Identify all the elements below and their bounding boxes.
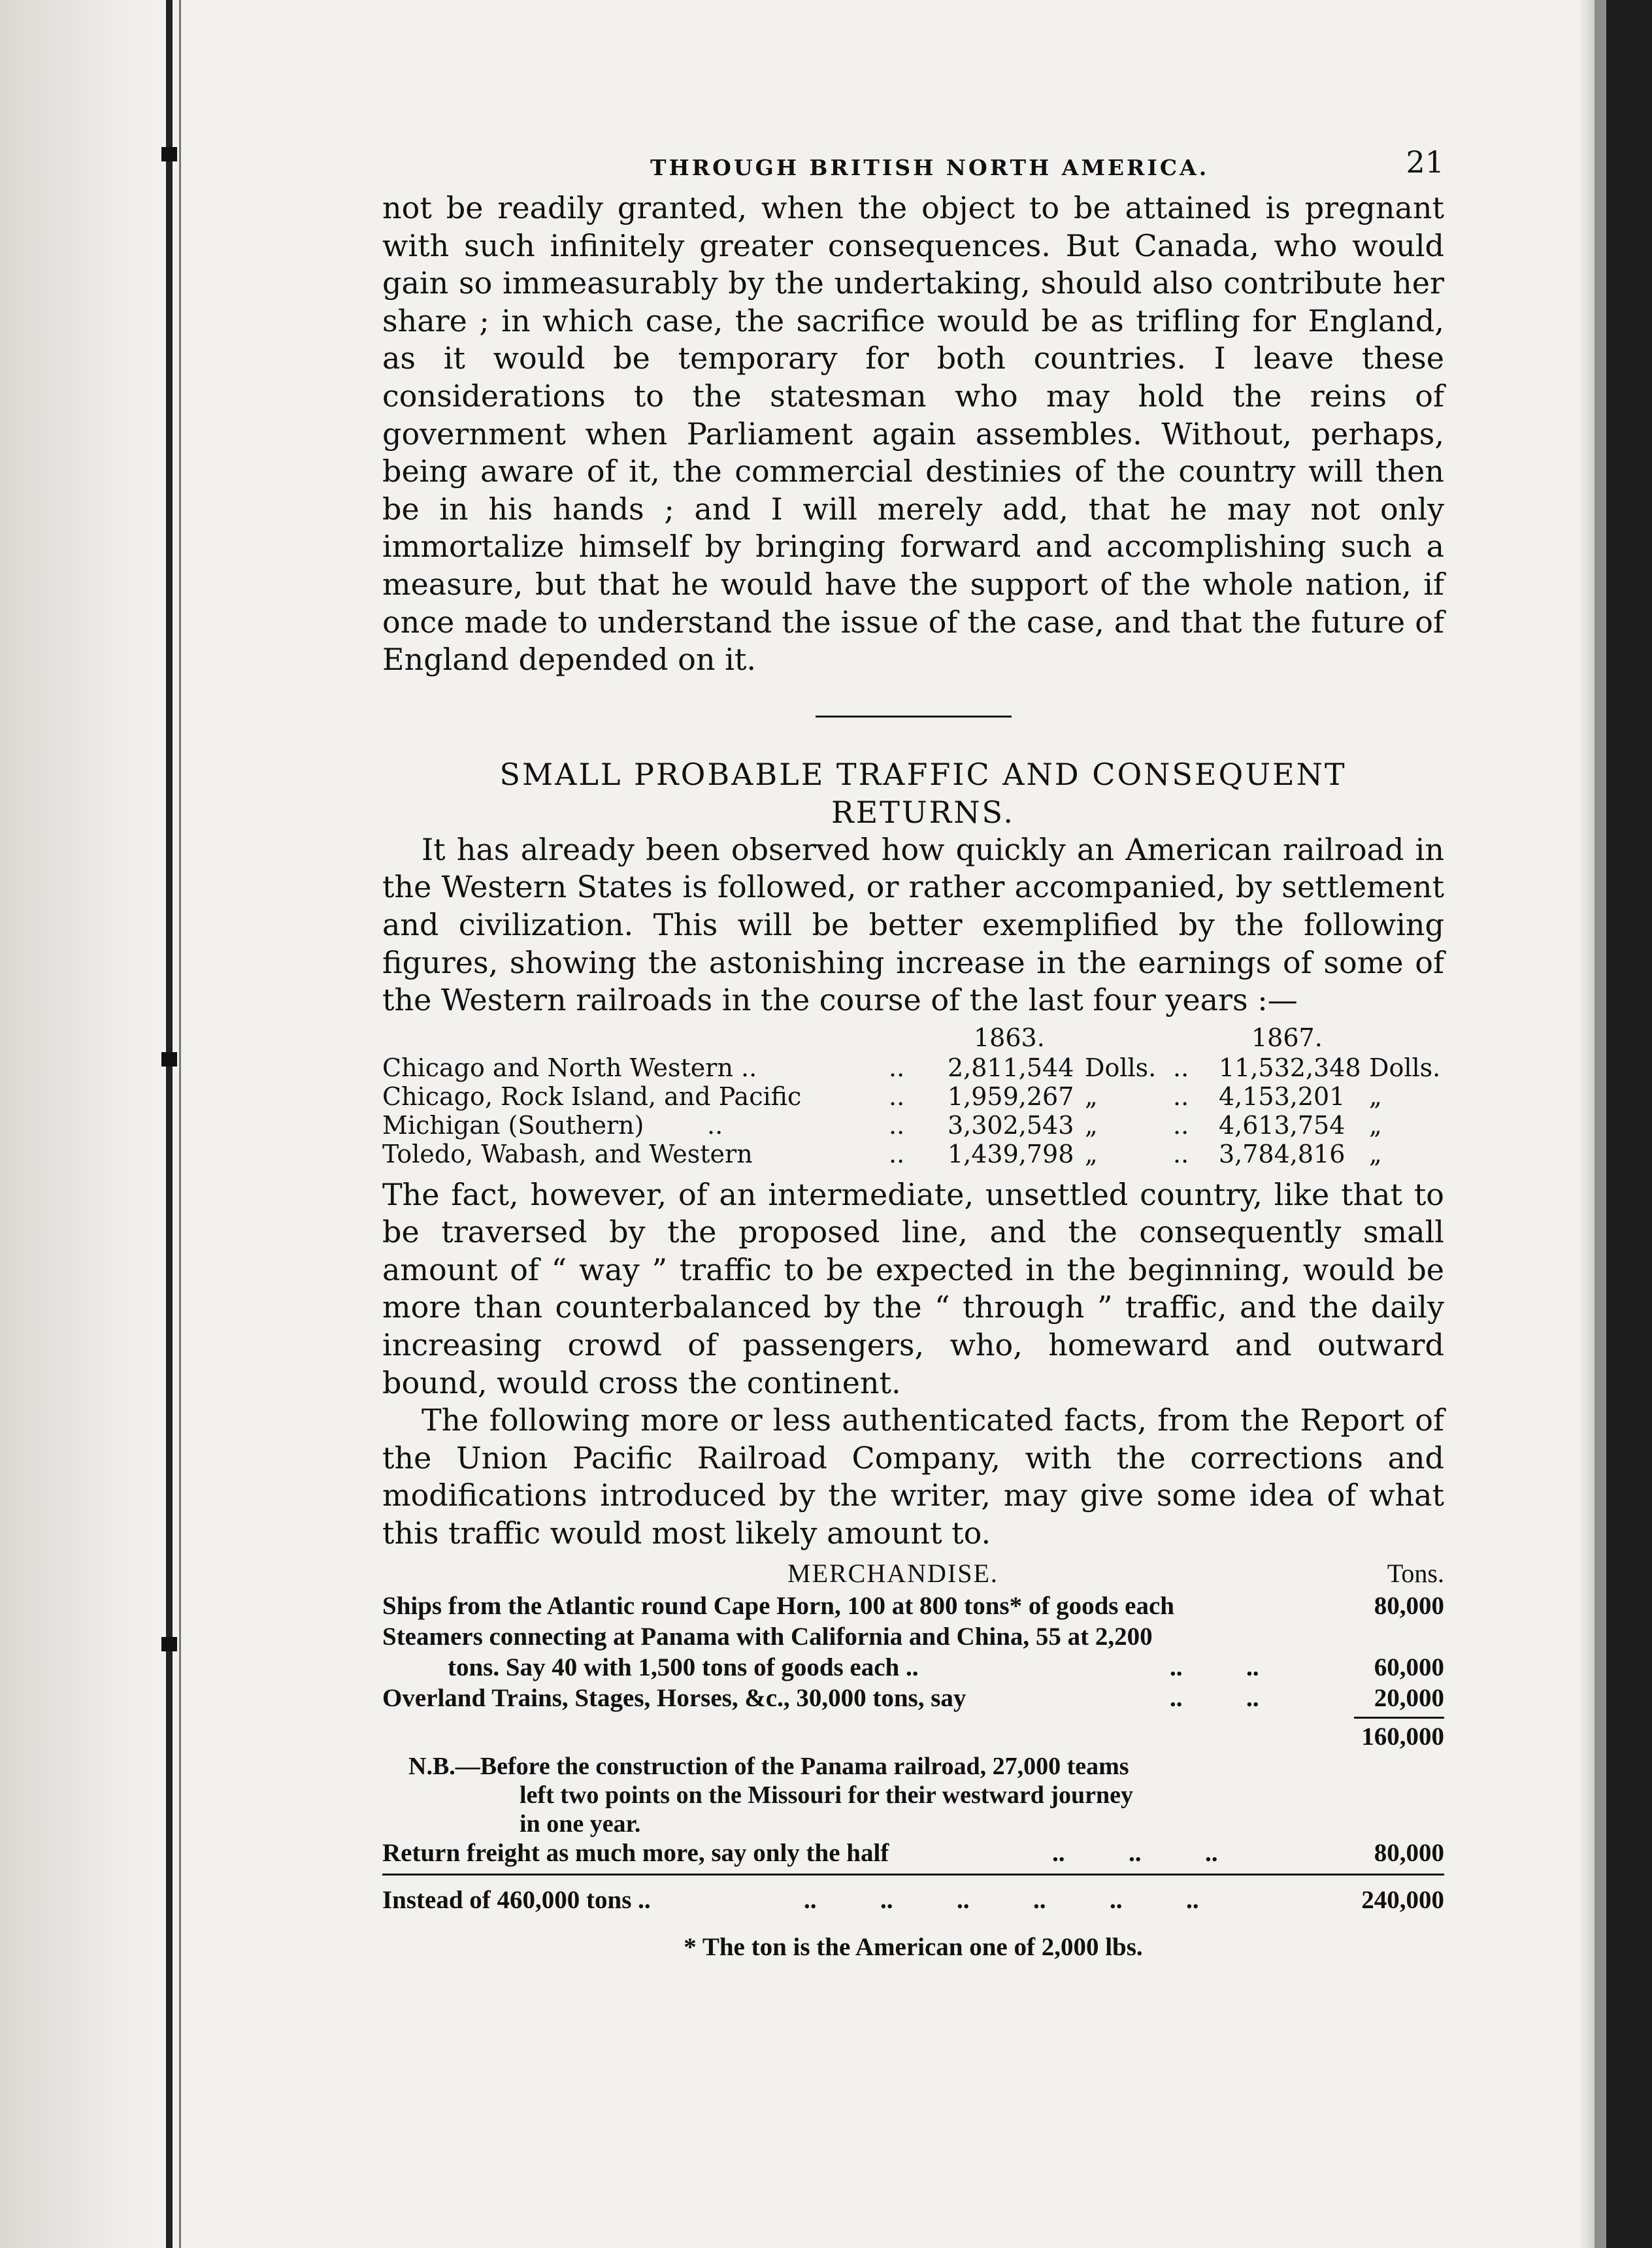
total-value: 240,000 [1361, 1885, 1444, 1914]
earnings-1867: 11,532,348 [1219, 1053, 1361, 1082]
binding-mark [161, 1637, 177, 1651]
section-paragraph-3: The following more or less authenticated facts, from the Report of the Union Pacific Railroad Company, with the corrections and modifications introduced by the writer, may give some idea of what this traffic would most likely amount to. [382, 1402, 1444, 1551]
total-label: Instead of 460,000 tons .. [382, 1885, 651, 1914]
unit-1863: „ [1085, 1082, 1098, 1111]
section-heading-line1: SMALL PROBABLE TRAFFIC AND CONSEQUENT [499, 756, 1347, 792]
section-paragraph-1: It has already been observed how quickly an American railroad in the Western States is followed, or rather accompanied, by settlement and civilization. This will be better exemplified by the following figures, showing the astonishing increase in the earnings of some of the Western railroads in the course of the last four years :— [382, 831, 1444, 1018]
leader-dots: .. [1173, 1053, 1189, 1082]
merchandise-item: Steamers connecting at Panama with California and China, 55 at 2,200 [382, 1622, 1153, 1651]
scan-right-edge [1594, 0, 1606, 2248]
return-freight-value: 80,000 [1374, 1838, 1444, 1867]
binding-gutter-shadow [179, 0, 181, 2248]
merchandise-label: MERCHANDISE. [787, 1558, 999, 1588]
merchandise-header [382, 1558, 1444, 1591]
leader-dots: .. .. [1170, 1653, 1259, 1681]
return-freight-label: Return freight as much more, say only the half [382, 1838, 889, 1867]
section-paragraph-2: The fact, however, of an intermediate, unsettled country, like that to be traversed by the proposed line, and the consequently small amount of “ way ” traffic to be expected in the beginning, would be more than counterbalanced by the “ through ” traffic, and the daily increasing crowd of passengers, who, homeward and outward bound, would cross the continent. [382, 1176, 1444, 1400]
earnings-1867: 4,153,201 [1219, 1082, 1346, 1111]
nb-text: left two points on the Missouri for their westward journey [520, 1781, 1134, 1809]
table-row [382, 1111, 1444, 1140]
scan-left-margin [0, 0, 176, 2248]
table-row [382, 1140, 1444, 1168]
tons-value: 20,000 [1374, 1683, 1444, 1712]
footnote: * The ton is the American one of 2,000 lbs. [684, 1932, 1143, 1961]
merchandise-item: Overland Trains, Stages, Horses, &c., 30,000 tons, say [382, 1683, 966, 1712]
table-row [382, 1082, 1444, 1111]
leader-dots: .. .. .. .. .. .. [804, 1885, 1199, 1914]
tons-value: 60,000 [1374, 1653, 1444, 1681]
nb-line [408, 1780, 1444, 1809]
subtotal-row [382, 1713, 1444, 1751]
running-header [382, 144, 1444, 190]
table-row [382, 1053, 1444, 1082]
total-row [382, 1885, 1444, 1915]
binding-mark [161, 1052, 177, 1066]
scan-right-shadow [1579, 0, 1594, 2248]
merchandise-table [382, 1558, 1444, 1915]
railroad-name: Chicago and North Western .. [382, 1053, 757, 1082]
binding-gutter-line [166, 0, 173, 2248]
leader-dots: .. .. [1170, 1683, 1259, 1712]
nb-text: N.B.—Before the construction of the Panama railroad, 27,000 teams [408, 1752, 1129, 1780]
earnings-1863: 1,959,267 [948, 1082, 1074, 1111]
unit-1867: „ [1369, 1139, 1382, 1168]
section-divider [816, 716, 1012, 718]
leader-dots: .. .. .. [1052, 1838, 1218, 1867]
section-heading-line2: RETURNS. [831, 794, 1016, 830]
earnings-1867: 3,784,816 [1219, 1139, 1346, 1168]
earnings-1867: 4,613,754 [1219, 1110, 1346, 1140]
unit-1867: Dolls. [1369, 1053, 1441, 1082]
scan-right-border [1606, 0, 1652, 2248]
unit-1863: „ [1085, 1139, 1098, 1168]
leader-dots: .. [889, 1110, 905, 1140]
table-row [382, 1652, 1444, 1683]
earnings-1863: 2,811,544 [948, 1053, 1074, 1082]
railroad-name: Chicago, Rock Island, and Pacific [382, 1082, 802, 1111]
leader-dots: .. [889, 1082, 905, 1111]
leader-dots: .. [1173, 1139, 1189, 1168]
nb-line [408, 1751, 1444, 1780]
earnings-table [382, 1023, 1444, 1168]
return-freight-row [382, 1838, 1444, 1868]
leader-dots: .. [1173, 1082, 1189, 1111]
leader-dots: .. [1173, 1110, 1189, 1140]
merchandise-item-continued: tons. Say 40 with 1,500 tons of goods each .. [448, 1653, 919, 1681]
table-row [382, 1621, 1444, 1652]
earnings-1863: 3,302,543 [948, 1110, 1074, 1140]
earnings-table-header [382, 1023, 1444, 1053]
table-row [382, 1591, 1444, 1621]
nb-line [408, 1809, 1444, 1838]
unit-1863: Dolls. [1085, 1053, 1157, 1082]
railroad-name: Toledo, Wabash, and Western [382, 1139, 753, 1168]
book-page [382, 144, 1444, 1966]
nota-bene [408, 1751, 1444, 1838]
subtotal-value: 160,000 [1361, 1722, 1444, 1751]
tons-unit-label: Tons. [1387, 1558, 1444, 1588]
table-row [382, 1683, 1444, 1713]
running-title: THROUGH BRITISH NORTH AMERICA. [650, 155, 1210, 180]
unit-1863: „ [1085, 1110, 1098, 1140]
nb-text: in one year. [520, 1810, 641, 1838]
unit-1867: „ [1369, 1110, 1382, 1140]
page-number: 21 [1406, 144, 1444, 180]
subtotal-rule [1354, 1717, 1444, 1719]
merchandise-item: Ships from the Atlantic round Cape Horn, 100 at 800 tons* of goods each [382, 1591, 1174, 1620]
year-1863-header: 1863. [974, 1023, 1045, 1052]
leader-dots: .. [889, 1139, 905, 1168]
year-1867-header: 1867. [1251, 1023, 1323, 1052]
section-heading [382, 755, 1444, 831]
total-rule [382, 1874, 1444, 1876]
binding-mark [161, 147, 177, 161]
tons-value: 80,000 [1374, 1591, 1444, 1620]
railroad-name: Michigan (Southern) .. [382, 1110, 723, 1140]
leader-dots: .. [889, 1053, 905, 1082]
unit-1867: „ [1369, 1082, 1382, 1111]
earnings-1863: 1,439,798 [948, 1139, 1074, 1168]
intro-paragraph: not be readily granted, when the object to be attained is pregnant with such infinitely greater consequences. But Canada, who would gain so immeasurably by the undertaking, should also contribute her share ; in which case, the sacrifice would be as trifling for England, as it would be temporary for both countries. I leave these considerations to the statesman who may hold the reins of government when Parliament again assembles. Without, perhaps, being aware of it, the commercial destinies of the country will then be in his hands ; and I will merely add, that he may not only immortalize himself by bringing forward and accomplishing such a measure, but that he would have the support of the whole nation, if once made to understand the issue of the case, and that the future of England depended on it. [382, 190, 1444, 678]
